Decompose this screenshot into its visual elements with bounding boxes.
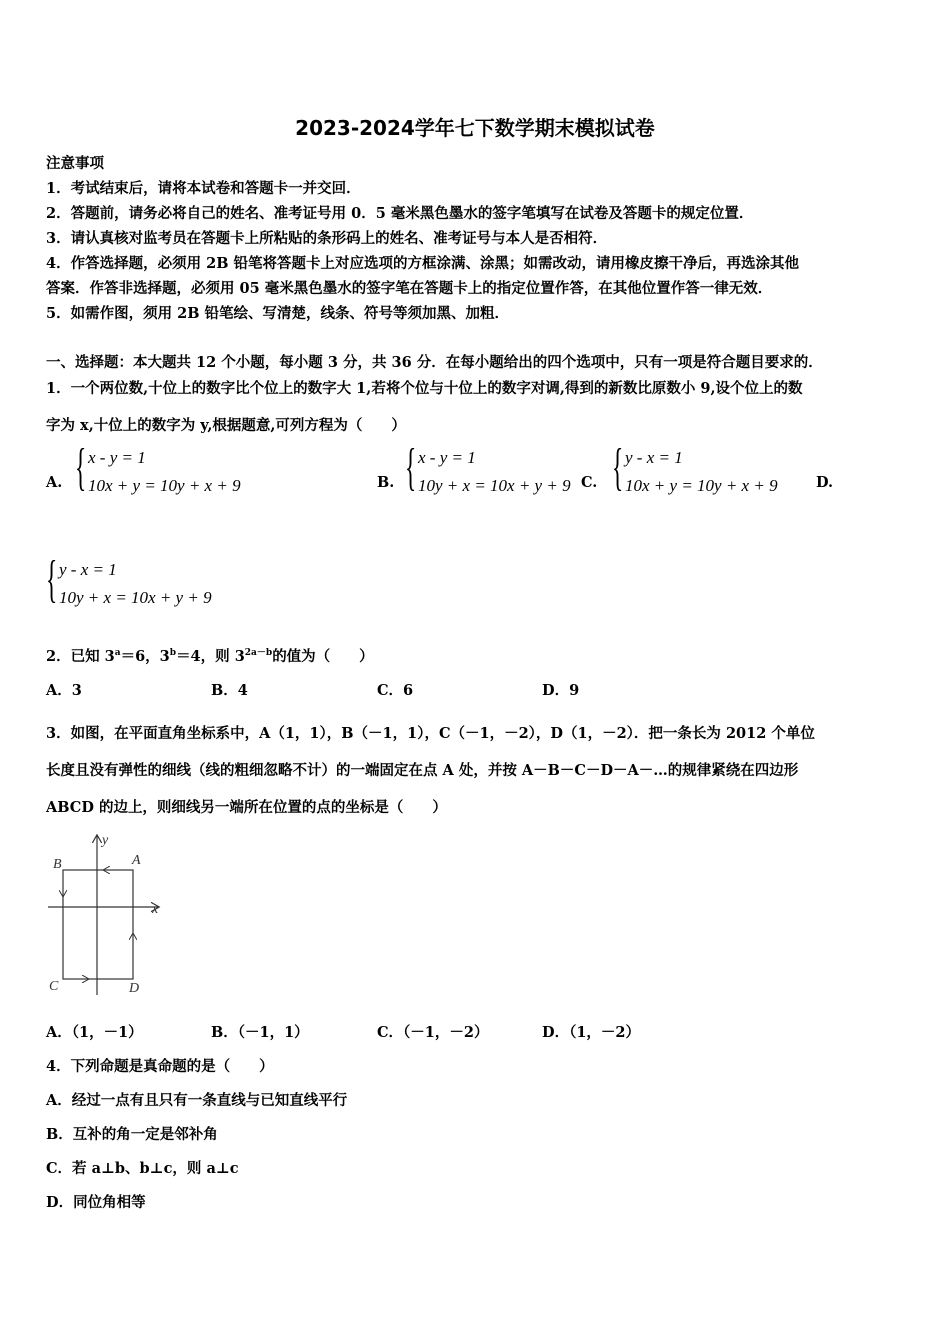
- q4-option-b: B．互补的角一定是邻补角: [46, 1126, 218, 1143]
- notice-item: 4．作答选择题，必须用 2B 铅笔将答题卡上对应选项的方框涂满、涂黑；如需改动，请用橡皮擦干净后，再选涂其他: [46, 255, 800, 272]
- brace: {: [405, 439, 417, 496]
- q4-option-c: C．若 a⊥b、b⊥c，则 a⊥c: [46, 1160, 239, 1177]
- section-heading: 一、选择题：本大题共 12 个小题，每小题 3 分，共 36 分．在每小题给出的四个选项中，只有一项是符合题目要求的．: [46, 354, 823, 371]
- question-3-stem: 3．如图，在平面直角坐标系中，A（1，1），B（－1，1），C（－1，－2），D（1，－2）．把一条长为 2012 个单位: [46, 725, 815, 742]
- label-b: B: [53, 857, 62, 872]
- notice-heading: 注意事项: [46, 155, 104, 172]
- label-a: A: [132, 853, 141, 868]
- q1-option-c-eq2: 10x + y = 10y + x + 9: [625, 476, 778, 495]
- q2-option-d: D．9: [542, 682, 580, 699]
- q2-option-b: B．4: [211, 682, 248, 699]
- q1-option-b-label: B.: [377, 474, 395, 491]
- question-4-stem: 4．下列命题是真命题的是（ ）: [46, 1058, 274, 1075]
- question-1-stem: 1．一个两位数,十位上的数字比个位上的数字大 1,若将个位与十位上的数字对调,得到的新数比原数小 9,设个位上的数: [46, 380, 803, 397]
- q2-option-c: C．6: [377, 682, 414, 699]
- notice-item: 5．如需作图，须用 2B 铅笔绘、写清楚，线条、符号等须加黑、加粗．: [46, 305, 510, 322]
- question-1-stem-cont: 字为 x,十位上的数字为 y,根据题意,可列方程为（ ）: [46, 417, 406, 434]
- q3-option-d: D．（1，－2）: [542, 1024, 641, 1041]
- q1-option-b-eq1: x - y = 1: [418, 448, 476, 467]
- rectangle-abcd: [63, 870, 133, 979]
- q3-option-b: B．（－1，1）: [211, 1024, 309, 1041]
- notice-item: 答案．作答非选择题，必须用 05 毫米黑色墨水的签字笔在答题卡上的指定位置作答，在其他位置作答一律无效．: [46, 280, 773, 297]
- q1-option-d-label: D.: [816, 474, 834, 491]
- brace: {: [46, 551, 58, 608]
- question-2-stem: 2．已知 $3^a=6$，$3^b=4$，则 $3^{2a-b}$的值为（ ）: [46, 648, 374, 665]
- q2-option-a: A．3: [46, 682, 82, 699]
- q1-option-a-eq2: 10x + y = 10y + x + 9: [88, 476, 241, 495]
- q3-option-c: C．（－1，－2）: [377, 1024, 489, 1041]
- q1-option-a-eq1: x - y = 1: [88, 448, 146, 467]
- label-y: y: [102, 833, 109, 848]
- label-c: C: [49, 979, 59, 994]
- notice-item: 2．答题前，请务必将自己的姓名、准考证号用 0．5 毫米黑色墨水的签字笔填写在试卷及答题卡的规定位置．: [46, 205, 754, 222]
- q4-option-d: D．同位角相等: [46, 1194, 146, 1211]
- brace: {: [612, 439, 624, 496]
- q3-option-a: A．（1，－1）: [46, 1024, 143, 1041]
- brace: {: [75, 439, 87, 496]
- question-3-stem-cont: 长度且没有弹性的细线（线的粗细忽略不计）的一端固定在点 A 处，并按 A－B－C－D－A－…的规律紧绕在四边形: [46, 762, 799, 779]
- coordinate-figure: [40, 830, 170, 1000]
- q1-option-d-eq1: y - x = 1: [59, 560, 117, 579]
- label-d: D: [129, 981, 140, 996]
- q1-option-b-eq2: 10y + x = 10x + y + 9: [418, 476, 571, 495]
- q1-option-c-label: C.: [581, 474, 598, 491]
- q1-option-c-eq1: y - x = 1: [625, 448, 683, 467]
- q1-option-d-eq2: 10y + x = 10x + y + 9: [59, 588, 212, 607]
- label-x: x: [152, 902, 159, 917]
- notice-item: 3．请认真核对监考员在答题卡上所粘贴的条形码上的姓名、准考证号与本人是否相符．: [46, 230, 608, 247]
- notice-item: 1．考试结束后，请将本试卷和答题卡一并交回．: [46, 180, 361, 197]
- question-3-stem-cont: ABCD 的边上，则细线另一端所在位置的点的坐标是（ ）: [46, 799, 447, 816]
- q1-option-a-label: A.: [46, 474, 63, 491]
- q4-option-a: A．经过一点有且只有一条直线与已知直线平行: [46, 1092, 348, 1109]
- page-title: 2023-2024学年七下数学期末模拟试卷: [295, 116, 655, 140]
